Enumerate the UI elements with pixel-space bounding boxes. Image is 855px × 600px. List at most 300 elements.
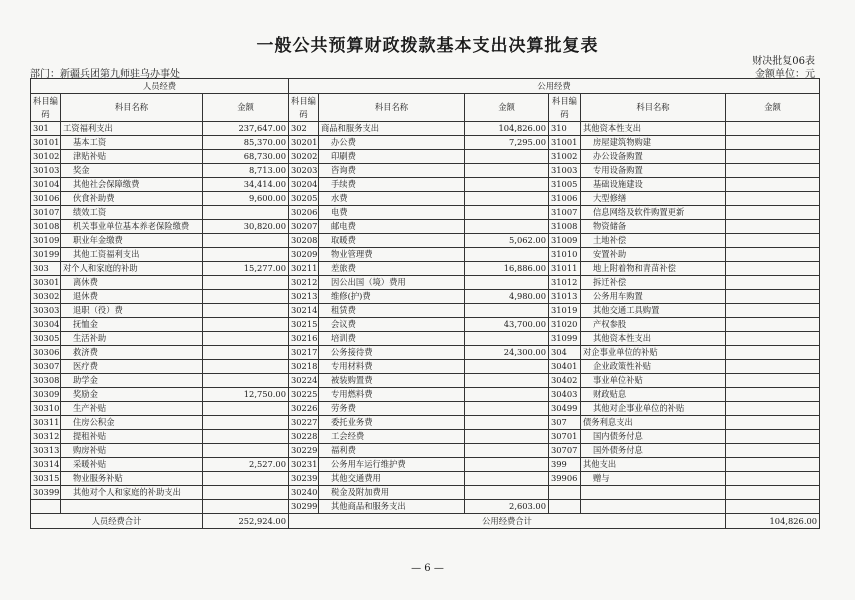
cell-amount: 4,980.00	[465, 290, 549, 304]
cell-name: 对企事业单位的补贴	[581, 346, 726, 360]
cell-code: 30203	[289, 164, 319, 178]
cell-code: 30109	[31, 234, 61, 248]
cell-name: 拆迁补偿	[581, 276, 726, 290]
cell-name: 地上附着物和青苗补偿	[581, 262, 726, 276]
cell-amount: 104,826.00	[465, 122, 549, 136]
cell-code: 30499	[549, 402, 581, 416]
cell-code: 30307	[31, 360, 61, 374]
table-row	[31, 332, 820, 346]
cell-name: 机关事业单位基本养老保险缴费	[61, 220, 203, 234]
cell-code: 30206	[289, 206, 319, 220]
cell-code: 30208	[289, 234, 319, 248]
cell-amount	[726, 178, 820, 192]
table-row	[31, 304, 820, 318]
cell-code: 302	[289, 122, 319, 136]
table-row	[31, 206, 820, 220]
cell-code: 30224	[289, 374, 319, 388]
cell-name: 其他资本性支出	[581, 122, 726, 136]
cell-amount: 68,730.00	[203, 150, 289, 164]
cell-name: 津贴补贴	[61, 150, 203, 164]
table-row	[31, 178, 820, 192]
cell-name: 办公费	[319, 136, 465, 150]
cell-name: 事业单位补贴	[581, 374, 726, 388]
name-header: 科目名称	[319, 94, 465, 122]
cell-amount	[465, 150, 549, 164]
cell-name: 职业年金缴费	[61, 234, 203, 248]
table-row	[31, 220, 820, 234]
cell-name: 债务利息支出	[581, 416, 726, 430]
cell-name: 基本工资	[61, 136, 203, 150]
cell-code: 30108	[31, 220, 61, 234]
cell-amount	[465, 178, 549, 192]
cell-code: 39906	[549, 472, 581, 486]
cell-name: 被装购置费	[319, 374, 465, 388]
cell-code: 30403	[549, 388, 581, 402]
amount-header: 金额	[465, 94, 549, 122]
cell-amount	[726, 248, 820, 262]
cell-code: 304	[549, 346, 581, 360]
cell-code: 31010	[549, 248, 581, 262]
cell-name: 抚恤金	[61, 318, 203, 332]
cell-code: 31099	[549, 332, 581, 346]
cell-code: 31011	[549, 262, 581, 276]
cell-code: 30701	[549, 430, 581, 444]
cell-code: 30215	[289, 318, 319, 332]
cell-name: 工会经费	[319, 430, 465, 444]
cell-code: 30199	[31, 248, 61, 262]
cell-name: 信息网络及软件购置更新	[581, 206, 726, 220]
cell-name: 产权参股	[581, 318, 726, 332]
cell-code: 30228	[289, 430, 319, 444]
code-header: 科目编码	[549, 94, 581, 122]
cell-amount	[465, 430, 549, 444]
cell-amount	[726, 402, 820, 416]
cell-name: 赠与	[581, 472, 726, 486]
cell-code: 303	[31, 262, 61, 276]
cell-name: 劳务费	[319, 402, 465, 416]
cell-code: 30211	[289, 262, 319, 276]
cell-name: 公务用车购置	[581, 290, 726, 304]
cell-name: 房屋建筑物购建	[581, 136, 726, 150]
amount-header: 金额	[203, 94, 289, 122]
cell-name: 助学金	[61, 374, 203, 388]
cell-amount	[726, 360, 820, 374]
cell-name: 退休费	[61, 290, 203, 304]
cell-amount	[465, 416, 549, 430]
cell-amount: 5,062.00	[465, 234, 549, 248]
cell-amount	[465, 304, 549, 318]
cell-name: 其他支出	[581, 458, 726, 472]
code-header: 科目编码	[31, 94, 61, 122]
table-row	[31, 150, 820, 164]
name-header: 科目名称	[61, 94, 203, 122]
cell-name: 税金及附加费用	[319, 486, 465, 500]
cell-code	[31, 500, 61, 514]
cell-code: 31005	[549, 178, 581, 192]
cell-amount: 15,277.00	[203, 262, 289, 276]
cell-amount	[726, 192, 820, 206]
personnel-total-label: 人员经费合计	[31, 514, 203, 529]
cell-code: 30309	[31, 388, 61, 402]
cell-code: 30707	[549, 444, 581, 458]
cell-name	[581, 500, 726, 514]
cell-amount	[203, 430, 289, 444]
cell-code	[549, 500, 581, 514]
cell-amount: 43,700.00	[465, 318, 549, 332]
cell-name: 采暖补贴	[61, 458, 203, 472]
cell-amount	[203, 206, 289, 220]
table-row	[31, 262, 820, 276]
cell-amount	[203, 500, 289, 514]
cell-name: 安置补助	[581, 248, 726, 262]
cell-name: 国内债务付息	[581, 430, 726, 444]
table-row	[31, 192, 820, 206]
cell-name: 绩效工资	[61, 206, 203, 220]
cell-code: 30204	[289, 178, 319, 192]
table-row	[31, 472, 820, 486]
cell-amount	[465, 220, 549, 234]
cell-amount	[465, 486, 549, 500]
cell-name: 其他对个人和家庭的补助支出	[61, 486, 203, 500]
cell-code: 30213	[289, 290, 319, 304]
cell-amount	[465, 444, 549, 458]
cell-name: 因公出国（境）费用	[319, 276, 465, 290]
cell-name: 专用设备购置	[581, 164, 726, 178]
cell-code: 307	[549, 416, 581, 430]
cell-name: 维修(护)费	[319, 290, 465, 304]
cell-code: 399	[549, 458, 581, 472]
cell-name: 委托业务费	[319, 416, 465, 430]
cell-amount	[203, 304, 289, 318]
cell-code: 30101	[31, 136, 61, 150]
cell-amount: 30,820.00	[203, 220, 289, 234]
table-row	[31, 136, 820, 150]
cell-name: 生产补贴	[61, 402, 203, 416]
cell-amount	[203, 416, 289, 430]
cell-amount	[726, 164, 820, 178]
cell-amount	[726, 220, 820, 234]
cell-code: 30302	[31, 290, 61, 304]
cell-name: 企业政策性补贴	[581, 360, 726, 374]
cell-amount	[726, 486, 820, 500]
cell-name: 土地补偿	[581, 234, 726, 248]
cell-code: 31001	[549, 136, 581, 150]
cell-amount	[465, 192, 549, 206]
cell-code: 30202	[289, 150, 319, 164]
cell-code: 30107	[31, 206, 61, 220]
cell-amount	[465, 388, 549, 402]
table-row	[31, 234, 820, 248]
cell-amount	[465, 472, 549, 486]
table-row	[31, 276, 820, 290]
cell-name: 公务用车运行维护费	[319, 458, 465, 472]
public-total-label: 公用经费合计	[289, 514, 726, 529]
cell-code: 30312	[31, 430, 61, 444]
cell-code: 30301	[31, 276, 61, 290]
cell-code: 30311	[31, 416, 61, 430]
cell-amount	[203, 360, 289, 374]
table-row	[31, 248, 820, 262]
cell-amount	[465, 164, 549, 178]
cell-name: 国外债务付息	[581, 444, 726, 458]
cell-name: 其他工资福利支出	[61, 248, 203, 262]
table-row	[31, 458, 820, 472]
cell-code: 30212	[289, 276, 319, 290]
cell-amount	[203, 332, 289, 346]
cell-amount	[726, 150, 820, 164]
cell-code: 30207	[289, 220, 319, 234]
cell-code: 30216	[289, 332, 319, 346]
cell-code: 30399	[31, 486, 61, 500]
cell-amount	[726, 374, 820, 388]
cell-name: 基础设施建设	[581, 178, 726, 192]
personnel-header: 人员经费	[31, 79, 289, 94]
cell-name	[61, 500, 203, 514]
cell-code: 30227	[289, 416, 319, 430]
cell-amount	[726, 458, 820, 472]
cell-amount	[203, 234, 289, 248]
public-header: 公用经费	[289, 79, 820, 94]
cell-name: 工资福利支出	[61, 122, 203, 136]
cell-name: 印刷费	[319, 150, 465, 164]
cell-code: 301	[31, 122, 61, 136]
cell-amount: 237,647.00	[203, 122, 289, 136]
cell-code: 30226	[289, 402, 319, 416]
cell-amount	[203, 248, 289, 262]
cell-code: 30103	[31, 164, 61, 178]
table-row	[31, 290, 820, 304]
cell-name: 差旅费	[319, 262, 465, 276]
cell-amount: 12,750.00	[203, 388, 289, 402]
page-number: — 6 —	[411, 563, 444, 574]
cell-code: 30102	[31, 150, 61, 164]
cell-code: 31012	[549, 276, 581, 290]
cell-code: 30402	[549, 374, 581, 388]
table-row	[31, 444, 820, 458]
cell-code: 310	[549, 122, 581, 136]
cell-amount	[726, 444, 820, 458]
cell-code: 30314	[31, 458, 61, 472]
cell-name: 办公设备购置	[581, 150, 726, 164]
cell-code: 30401	[549, 360, 581, 374]
table-row	[31, 318, 820, 332]
cell-name: 奖励金	[61, 388, 203, 402]
table-row	[31, 164, 820, 178]
cell-amount: 2,527.00	[203, 458, 289, 472]
cell-code: 31008	[549, 220, 581, 234]
cell-code: 31003	[549, 164, 581, 178]
code-header: 科目编码	[289, 94, 319, 122]
table-number: 财决批复06表	[752, 56, 815, 67]
cell-name: 对个人和家庭的补助	[61, 262, 203, 276]
cell-amount	[726, 304, 820, 318]
cell-name: 救济费	[61, 346, 203, 360]
cell-amount	[203, 318, 289, 332]
cell-amount	[465, 458, 549, 472]
cell-amount	[726, 472, 820, 486]
cell-name: 其他对企事业单位的补贴	[581, 402, 726, 416]
cell-code: 30313	[31, 444, 61, 458]
cell-code: 30225	[289, 388, 319, 402]
cell-amount: 85,370.00	[203, 136, 289, 150]
cell-amount	[726, 276, 820, 290]
cell-amount	[203, 486, 289, 500]
cell-name: 邮电费	[319, 220, 465, 234]
cell-amount	[465, 248, 549, 262]
cell-name: 其他社会保障缴费	[61, 178, 203, 192]
cell-name: 其他交通工具购置	[581, 304, 726, 318]
cell-code: 30104	[31, 178, 61, 192]
cell-amount	[203, 290, 289, 304]
cell-code: 30308	[31, 374, 61, 388]
cell-amount	[726, 416, 820, 430]
cell-amount: 34,414.00	[203, 178, 289, 192]
cell-code: 30304	[31, 318, 61, 332]
cell-code: 30217	[289, 346, 319, 360]
cell-amount	[465, 206, 549, 220]
cell-code: 30205	[289, 192, 319, 206]
amount-unit: 金额单位：元	[755, 69, 815, 80]
cell-name: 水费	[319, 192, 465, 206]
cell-name: 医疗费	[61, 360, 203, 374]
cell-code: 30310	[31, 402, 61, 416]
cell-amount: 24,300.00	[465, 346, 549, 360]
cell-code: 30231	[289, 458, 319, 472]
cell-amount	[203, 374, 289, 388]
cell-amount	[726, 430, 820, 444]
cell-name: 大型修缮	[581, 192, 726, 206]
cell-name: 生活补助	[61, 332, 203, 346]
cell-name: 专用材料费	[319, 360, 465, 374]
cell-amount: 16,886.00	[465, 262, 549, 276]
cell-amount: 8,713.00	[203, 164, 289, 178]
table-row	[31, 346, 820, 360]
totals-row	[31, 514, 820, 529]
cell-amount	[465, 360, 549, 374]
cell-amount	[726, 318, 820, 332]
cell-amount	[726, 122, 820, 136]
cell-code: 31002	[549, 150, 581, 164]
cell-name: 取暖费	[319, 234, 465, 248]
cell-name: 财政贴息	[581, 388, 726, 402]
cell-name: 其他交通费用	[319, 472, 465, 486]
cell-code: 31020	[549, 318, 581, 332]
cell-amount	[726, 136, 820, 150]
table-row	[31, 500, 820, 514]
cell-name: 住房公积金	[61, 416, 203, 430]
cell-code: 31007	[549, 206, 581, 220]
cell-name: 伙食补助费	[61, 192, 203, 206]
cell-amount: 9,600.00	[203, 192, 289, 206]
personnel-total-value: 252,924.00	[203, 514, 289, 529]
cell-code: 30218	[289, 360, 319, 374]
report-title: 一般公共预算财政拨款基本支出决算批复表	[256, 36, 599, 56]
cell-code: 30239	[289, 472, 319, 486]
cell-amount: 7,295.00	[465, 136, 549, 150]
cell-code: 30214	[289, 304, 319, 318]
cell-amount	[726, 262, 820, 276]
cell-name: 其他商品和服务支出	[319, 500, 465, 514]
cell-code: 30305	[31, 332, 61, 346]
table-row	[31, 360, 820, 374]
cell-code: 31009	[549, 234, 581, 248]
cell-code: 30106	[31, 192, 61, 206]
cell-amount	[726, 500, 820, 514]
table-row	[31, 122, 820, 136]
cell-amount	[726, 388, 820, 402]
cell-amount	[726, 290, 820, 304]
cell-name: 其他资本性支出	[581, 332, 726, 346]
cell-amount	[203, 346, 289, 360]
cell-amount: 2,603.00	[465, 500, 549, 514]
cell-name: 奖金	[61, 164, 203, 178]
cell-name: 福利费	[319, 444, 465, 458]
table-row	[31, 416, 820, 430]
table-row	[31, 486, 820, 500]
cell-name: 专用燃料费	[319, 388, 465, 402]
cell-code: 30303	[31, 304, 61, 318]
cell-name	[581, 486, 726, 500]
cell-name: 物业服务补贴	[61, 472, 203, 486]
cell-amount	[465, 402, 549, 416]
table-row	[31, 388, 820, 402]
cell-amount	[465, 374, 549, 388]
cell-amount	[726, 234, 820, 248]
cell-amount	[465, 332, 549, 346]
cell-code: 30306	[31, 346, 61, 360]
cell-name: 会议费	[319, 318, 465, 332]
cell-name: 电费	[319, 206, 465, 220]
cell-amount	[203, 276, 289, 290]
cell-code: 31013	[549, 290, 581, 304]
table-row	[31, 374, 820, 388]
cell-name: 租赁费	[319, 304, 465, 318]
public-total-value: 104,826.00	[726, 514, 820, 529]
cell-name: 培训费	[319, 332, 465, 346]
name-header: 科目名称	[581, 94, 726, 122]
cell-amount	[203, 402, 289, 416]
cell-name: 商品和服务支出	[319, 122, 465, 136]
table-row	[31, 402, 820, 416]
cell-amount	[203, 444, 289, 458]
cell-name: 提租补贴	[61, 430, 203, 444]
cell-code: 30209	[289, 248, 319, 262]
cell-amount	[726, 206, 820, 220]
cell-amount	[465, 276, 549, 290]
cell-amount	[726, 346, 820, 360]
cell-code	[549, 486, 581, 500]
cell-amount	[203, 472, 289, 486]
cell-name: 购房补贴	[61, 444, 203, 458]
cell-code: 30201	[289, 136, 319, 150]
cell-name: 退职（役）费	[61, 304, 203, 318]
cell-code: 31019	[549, 304, 581, 318]
cell-code: 30315	[31, 472, 61, 486]
cell-name: 物资储备	[581, 220, 726, 234]
cell-name: 手续费	[319, 178, 465, 192]
cell-name: 物业管理费	[319, 248, 465, 262]
cell-amount	[726, 332, 820, 346]
cell-name: 公务接待费	[319, 346, 465, 360]
amount-header: 金额	[726, 94, 820, 122]
cell-code: 30299	[289, 500, 319, 514]
table-row	[31, 430, 820, 444]
cell-name: 咨询费	[319, 164, 465, 178]
department-label: 部门：新疆兵团第九师驻乌办事处	[30, 69, 180, 80]
cell-code: 30229	[289, 444, 319, 458]
cell-name: 离休费	[61, 276, 203, 290]
expenditure-table	[30, 78, 820, 529]
